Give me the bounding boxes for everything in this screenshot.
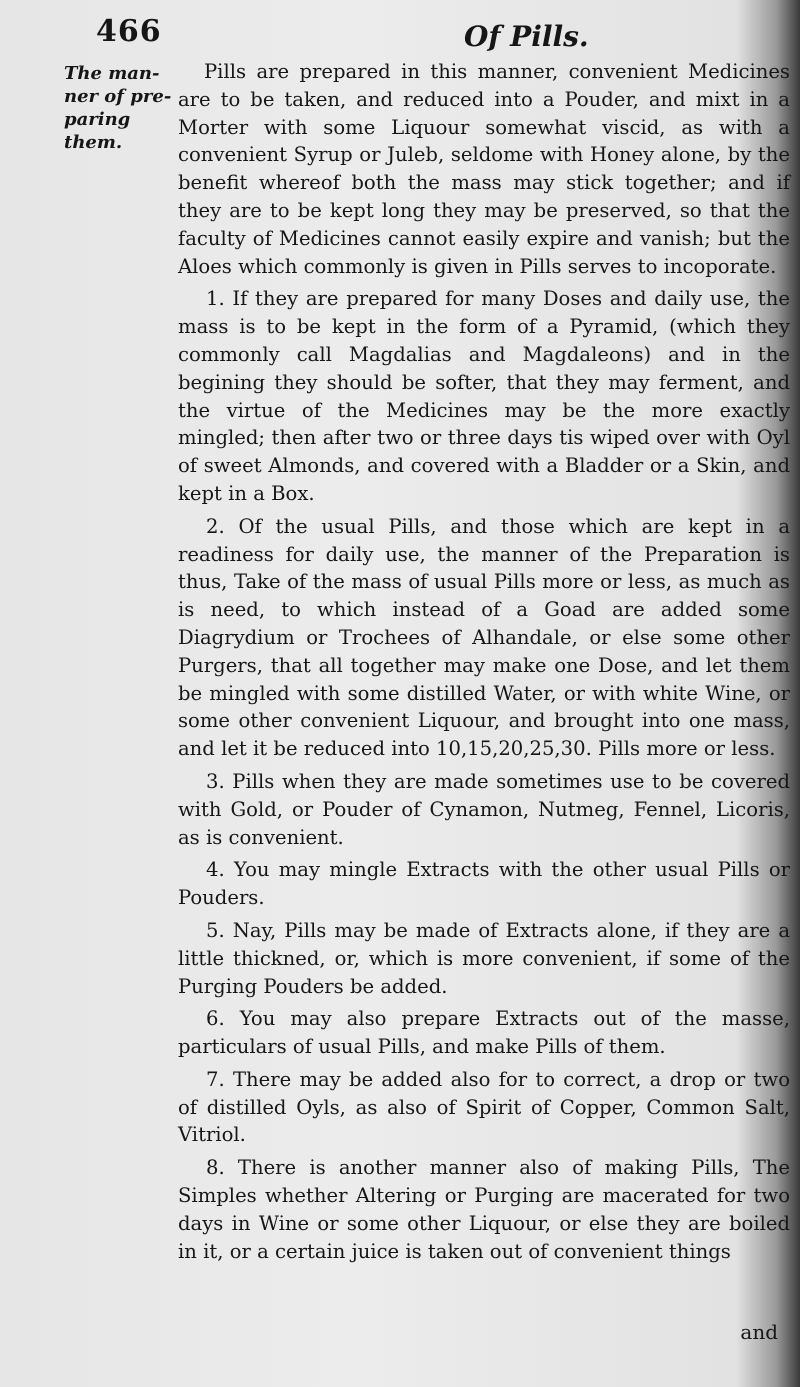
- body-text: [178, 58, 790, 1270]
- paragraph-6: 6. You may also prepare Extracts out of the masse, particulars of usual Pills, and make Pills of them.: [178, 1007, 790, 1059]
- margin-note-line: paring: [64, 109, 131, 130]
- margin-note-line: The man-: [64, 63, 160, 84]
- catchword: and: [740, 1320, 778, 1344]
- paragraph-intro: Pills are prepared in this manner, convenient Medicines are to be taken, and reduced into a Pouder, and mixt in a Morter with some Liquour somewhat viscid, as with a convenient Syrup or Juleb, seldome with Honey alone, by the benefit whereof both the mass may stick together; and if they are to be kept long they may be preserved, so that the faculty of Medicines cannot easily expire and vanish; but the Aloes which commonly is given in Pills serves to incoporate.: [178, 60, 790, 278]
- paragraph-4: 4. You may mingle Extracts with the other usual Pills or Pouders.: [178, 858, 790, 910]
- paragraph-7: 7. There may be added also for to correct, a drop or two of distilled Oyls, as also of Spirit of Copper, Common Salt, Vitriol.: [178, 1067, 790, 1147]
- running-title: Of Pills.: [464, 20, 589, 53]
- paragraph-3: 3. Pills when they are made sometimes use to be covered with Gold, or Pouder of Cynamon, Nutmeg, Fennel, Licoris, as is convenient.: [178, 769, 790, 849]
- margin-note-line: ner of pre-: [64, 86, 172, 107]
- paragraph-5: 5. Nay, Pills may be made of Extracts alone, if they are a little thickned, or, which is more convenient, if some of the Purging Pouders be added.: [178, 918, 790, 998]
- margin-note: [64, 62, 174, 154]
- paragraph-8: 8. There is another manner also of making Pills, The Simples whether Altering or Purging are macerated for two days in Wine or some other Liquour, or else they are boiled in it, or a certain juice is taken out of convenient things: [178, 1156, 790, 1263]
- page-header: [96, 8, 786, 56]
- paragraph-2: 2. Of the usual Pills, and those which are kept in a readiness for daily use, the manner of the Preparation is thus, Take of the mass of usual Pills more or less, as much as is need, to which instead of a Goad are added some Diagrydium or Trochees of Alhandale, or else some other Purgers, that all together may make one Dose, and let them be mingled with some distilled Water, or with white Wine, or some other convenient Liquour, and brought into one mass, and let it be reduced into 10,15,20,25,30. Pills more or less.: [178, 514, 790, 761]
- paragraph-1: 1. If they are prepared for many Doses and daily use, the mass is to be kept in the form of a Pyramid, (which they commonly call Magdalias and Magdaleons) and in the begining they should be softer, that they may ferment, and the virtue of the Medicines may be the more exactly mingled; then after two or three days tis wiped over with Oyl of sweet Almonds, and covered with a Bladder or a Skin, and kept in a Box.: [178, 287, 790, 505]
- page-number: 466: [96, 14, 162, 49]
- margin-note-line: them.: [64, 132, 123, 153]
